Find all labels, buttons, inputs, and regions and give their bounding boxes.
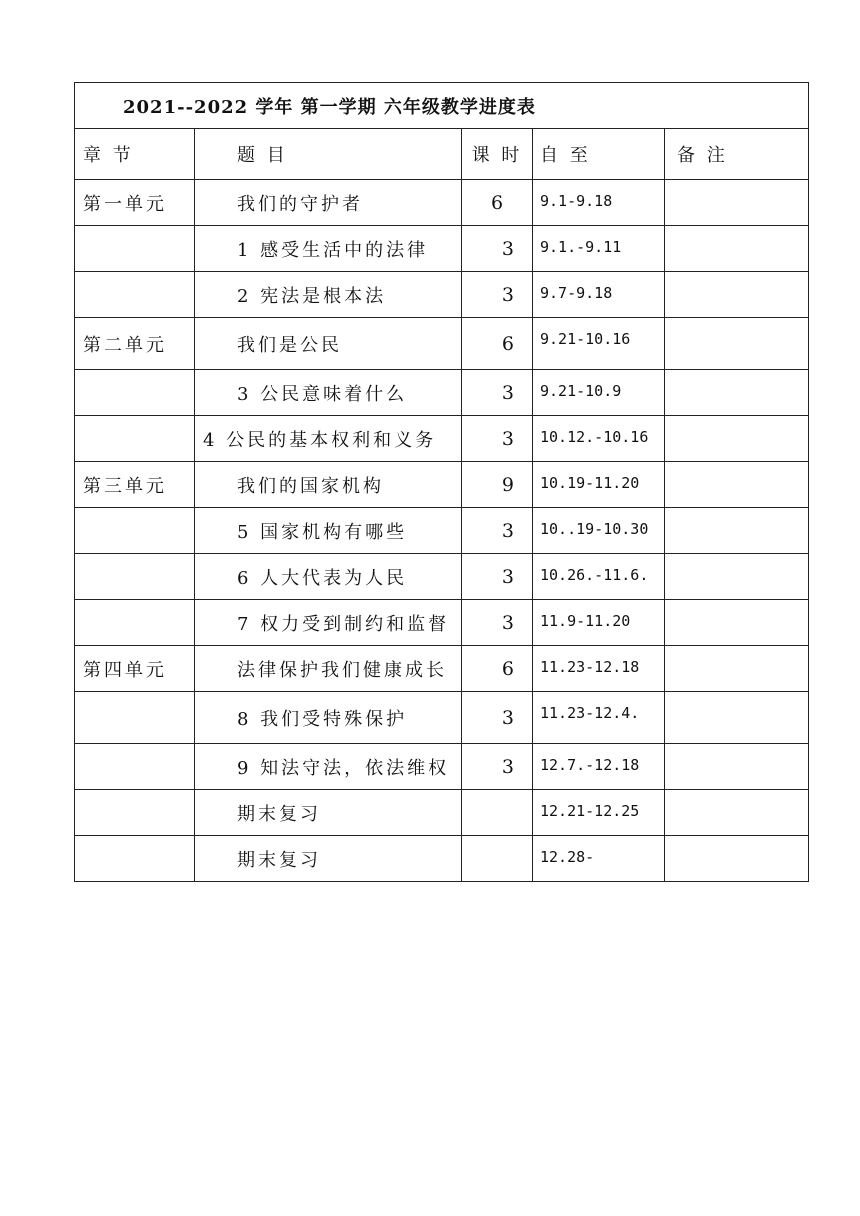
- note-cell: [665, 836, 809, 882]
- chapter-cell: [75, 600, 195, 646]
- topic-cell: 我们的国家机构: [195, 462, 462, 508]
- chapter-cell: [75, 370, 195, 416]
- dates-cell: 10..19-10.30: [533, 508, 665, 554]
- dates-cell: 11.9-11.20: [533, 600, 665, 646]
- note-cell: [665, 226, 809, 272]
- table-row: [75, 554, 809, 600]
- table-row: [75, 180, 809, 226]
- topic-cell: 3 公民意味着什么: [195, 370, 462, 416]
- chapter-cell: 第二单元: [75, 318, 195, 370]
- note-cell: [665, 508, 809, 554]
- hours-cell: 6: [462, 318, 533, 370]
- header-topic: 题 目: [195, 129, 462, 180]
- hours-cell: 3: [462, 600, 533, 646]
- note-cell: [665, 318, 809, 370]
- chapter-cell: [75, 692, 195, 744]
- table-body: [75, 180, 809, 882]
- dates-cell: 10.19-11.20: [533, 462, 665, 508]
- topic-cell: 1 感受生活中的法律: [195, 226, 462, 272]
- dates-cell: 11.23-12.4.: [533, 692, 665, 744]
- hours-cell: 3: [462, 272, 533, 318]
- table-row: [75, 646, 809, 692]
- dates-cell: 9.1-9.18: [533, 180, 665, 226]
- note-cell: [665, 370, 809, 416]
- hours-cell: 6: [462, 646, 533, 692]
- table-row: [75, 790, 809, 836]
- header-row: [75, 129, 809, 180]
- hours-cell: 3: [462, 692, 533, 744]
- topic-cell: 4 公民的基本权利和义务: [195, 416, 462, 462]
- table-row: [75, 744, 809, 790]
- dates-cell: 12.7.-12.18: [533, 744, 665, 790]
- hours-cell: 6: [462, 180, 533, 226]
- table-row: [75, 836, 809, 882]
- chapter-cell: [75, 272, 195, 318]
- chapter-cell: 第三单元: [75, 462, 195, 508]
- hours-cell: 3: [462, 744, 533, 790]
- chapter-cell: 第四单元: [75, 646, 195, 692]
- hours-cell: 3: [462, 508, 533, 554]
- chapter-cell: [75, 836, 195, 882]
- table-row: [75, 272, 809, 318]
- topic-cell: 6 人大代表为人民: [195, 554, 462, 600]
- topic-cell: 8 我们受特殊保护: [195, 692, 462, 744]
- topic-cell: 5 国家机构有哪些: [195, 508, 462, 554]
- note-cell: [665, 790, 809, 836]
- topic-cell: 我们的守护者: [195, 180, 462, 226]
- dates-cell: 12.21-12.25: [533, 790, 665, 836]
- hours-cell: 9: [462, 462, 533, 508]
- hours-cell: 3: [462, 370, 533, 416]
- dates-cell: 11.23-12.18: [533, 646, 665, 692]
- table-row: [75, 462, 809, 508]
- header-chapter: 章 节: [75, 129, 195, 180]
- hours-cell: 3: [462, 416, 533, 462]
- hours-cell: [462, 836, 533, 882]
- chapter-cell: 第一单元: [75, 180, 195, 226]
- topic-cell: 2 宪法是根本法: [195, 272, 462, 318]
- hours-cell: 3: [462, 554, 533, 600]
- hours-cell: 3: [462, 226, 533, 272]
- topic-cell: 法律保护我们健康成长: [195, 646, 462, 692]
- topic-cell: 9 知法守法，依法维权: [195, 744, 462, 790]
- table-row: [75, 600, 809, 646]
- chapter-cell: [75, 416, 195, 462]
- topic-cell: 我们是公民: [195, 318, 462, 370]
- table-row: [75, 226, 809, 272]
- dates-cell: 10.26.-11.6.: [533, 554, 665, 600]
- note-cell: [665, 180, 809, 226]
- header-hours: 课 时: [462, 129, 533, 180]
- dates-cell: 9.1.-9.11: [533, 226, 665, 272]
- dates-cell: 12.28-: [533, 836, 665, 882]
- note-cell: [665, 600, 809, 646]
- table-row: [75, 508, 809, 554]
- table-row: [75, 692, 809, 744]
- table-row: [75, 370, 809, 416]
- dates-cell: 9.21-10.9: [533, 370, 665, 416]
- hours-cell: [462, 790, 533, 836]
- table-title: 2021--2022 学年 第一学期 六年级教学进度表: [75, 83, 809, 129]
- chapter-cell: [75, 508, 195, 554]
- table-row: [75, 416, 809, 462]
- note-cell: [665, 692, 809, 744]
- note-cell: [665, 554, 809, 600]
- chapter-cell: [75, 226, 195, 272]
- dates-cell: 9.7-9.18: [533, 272, 665, 318]
- header-note: 备 注: [665, 129, 809, 180]
- note-cell: [665, 744, 809, 790]
- note-cell: [665, 462, 809, 508]
- chapter-cell: [75, 744, 195, 790]
- chapter-cell: [75, 790, 195, 836]
- title-row: [75, 83, 809, 129]
- note-cell: [665, 272, 809, 318]
- note-cell: [665, 646, 809, 692]
- note-cell: [665, 416, 809, 462]
- table-row: [75, 318, 809, 370]
- chapter-cell: [75, 554, 195, 600]
- topic-cell: 期末复习: [195, 836, 462, 882]
- topic-cell: 期末复习: [195, 790, 462, 836]
- dates-cell: 10.12.-10.16: [533, 416, 665, 462]
- schedule-table: [74, 82, 809, 882]
- topic-cell: 7 权力受到制约和监督: [195, 600, 462, 646]
- header-from-to: 自 至: [533, 129, 665, 180]
- dates-cell: 9.21-10.16: [533, 318, 665, 370]
